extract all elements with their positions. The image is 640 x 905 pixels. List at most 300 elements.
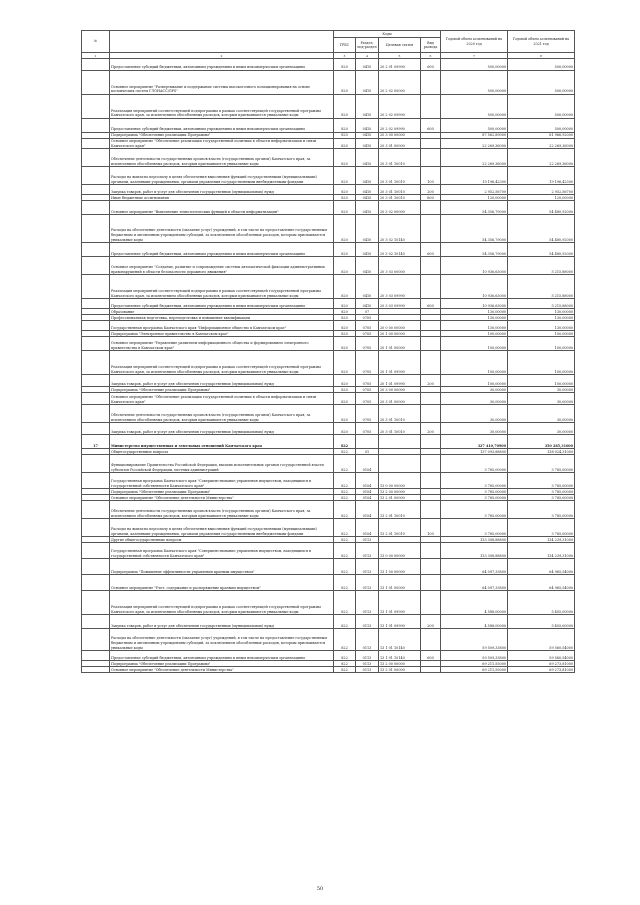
row-number-cell — [82, 455, 110, 473]
row-amount-2020-cell: 30,00000 — [441, 387, 508, 393]
row-amount-2020-cell: 69 211,55000 — [441, 661, 508, 667]
row-amount-2021-cell: 3 785,00000 — [508, 519, 575, 537]
row-number-cell — [82, 629, 110, 651]
row-target-article-cell: 20 3 02 10140 — [379, 215, 421, 243]
row-razdel-cell: 0410 — [356, 167, 379, 185]
row-name-cell: Другие общегосударственные вопросы — [110, 537, 334, 543]
row-name-cell: Закупка товаров, работ и услуг для обеспечения государственных (муниципальных) нужд — [110, 615, 334, 629]
row-grbs-cell: 822 — [334, 575, 356, 591]
row-number-cell — [82, 257, 110, 275]
column-number-5: 5 — [379, 53, 421, 59]
row-expense-type-cell: 600 — [421, 243, 441, 257]
row-name-cell: Подпрограмма "Электронное правительство в Камчатском крае" — [110, 331, 334, 337]
row-target-article-cell: 20 3 03 00000 — [379, 257, 421, 275]
row-amount-2021-cell: 64 965,54000 — [508, 575, 575, 591]
row-amount-2021-cell: 100,00000 — [508, 337, 575, 351]
row-target-article-cell — [379, 455, 421, 473]
table-row — [82, 139, 575, 149]
row-grbs-cell: 820 — [334, 201, 356, 215]
row-name-cell: Предоставление субсидий бюджетным, автономным учреждениям и иным некоммерческим организациям — [110, 243, 334, 257]
row-grbs-cell: 822 — [334, 435, 356, 449]
row-amount-2020-cell: 4 588,00000 — [441, 615, 508, 629]
column-number-2: 2 — [110, 53, 334, 59]
row-expense-type-cell — [421, 455, 441, 473]
row-amount-2020-cell: 130,00000 — [441, 309, 508, 315]
row-amount-2020-cell: 64 097,33800 — [441, 575, 508, 591]
row-amount-2020-cell: 10 936,63000 — [441, 299, 508, 309]
row-razdel-cell: 0113 — [356, 537, 379, 543]
row-amount-2020-cell: 133 308,88800 — [441, 543, 508, 559]
row-amount-2020-cell: 54 356,79000 — [441, 215, 508, 243]
row-grbs-cell: 820 — [334, 95, 356, 119]
row-expense-type-cell — [421, 575, 441, 591]
row-amount-2020-cell: 59 509,33800 — [441, 651, 508, 661]
row-grbs-cell: 820 — [334, 351, 356, 375]
row-expense-type-cell: 800 — [421, 195, 441, 201]
row-amount-2020-cell: 100,00000 — [441, 375, 508, 387]
row-name-cell: Обеспечение деятельности государственных органов власти (государственных органов) Камчатского края, за исключением обособленных расходов, которым присваиваются уникальные коды — [110, 405, 334, 423]
column-number-8: 8 — [508, 53, 575, 59]
row-amount-2020-cell: 87 562,89000 — [441, 133, 508, 139]
row-number-cell — [82, 667, 110, 673]
table-row — [82, 473, 575, 489]
row-target-article-cell: 20 1 01 09990 — [379, 351, 421, 375]
row-razdel-cell: 0113 — [356, 651, 379, 661]
row-amount-2021-cell: 30,00000 — [508, 393, 575, 405]
row-razdel-cell: 0104 — [356, 473, 379, 489]
row-amount-2021-cell: 3 785,00000 — [508, 495, 575, 501]
table-row — [82, 201, 575, 215]
row-amount-2021-cell: 30,00000 — [508, 405, 575, 423]
table-row — [82, 185, 575, 195]
row-amount-2020-cell: 500,00000 — [441, 71, 508, 95]
row-name-cell: Реализация мероприятий соответствующей подпрограммы в рамках соответствующей государственной программы Камчатского края, за исключением обособленных расходов, которым присваиваются уникальные коды — [110, 95, 334, 119]
row-expense-type-cell — [421, 351, 441, 375]
row-amount-2020-cell: 4 588,00000 — [441, 591, 508, 615]
row-expense-type-cell — [421, 139, 441, 149]
row-name-cell: Основное мероприятие "Обеспечение реализации государственной политики в области информатизации и связи Камчатского края" — [110, 393, 334, 405]
row-amount-2020-cell: 69 211,55000 — [441, 667, 508, 673]
row-amount-2021-cell: 30,00000 — [508, 387, 575, 393]
row-expense-type-cell — [421, 501, 441, 519]
table-row — [82, 501, 575, 519]
row-target-article-cell: 13 1 01 10140 — [379, 629, 421, 651]
row-name-cell: Обеспечение деятельности государственных органов власти (государственных органов) Камчатского края, за исключением обособленных расходов, которым присваиваются уникальные коды — [110, 501, 334, 519]
row-razdel-cell: 0705 — [356, 321, 379, 331]
row-grbs-cell: 822 — [334, 449, 356, 455]
row-amount-2021-cell: 54 480,92000 — [508, 201, 575, 215]
row-amount-2021-cell: 130,00000 — [508, 315, 575, 321]
table-row — [82, 337, 575, 351]
header-volume-2021: Годовой объем ассигнований на 2021 год — [508, 31, 575, 53]
row-amount-2021-cell: 100,00000 — [508, 331, 575, 337]
row-amount-2021-cell: 500,00000 — [508, 95, 575, 119]
row-number-cell — [82, 615, 110, 629]
row-amount-2020-cell: 30,00000 — [441, 405, 508, 423]
row-grbs-cell: 820 — [334, 405, 356, 423]
row-grbs-cell: 822 — [334, 489, 356, 495]
row-name-cell: Предоставление субсидий бюджетным, автономным учреждениям и иным некоммерческим организациям — [110, 651, 334, 661]
row-amount-2020-cell: 130,00000 — [441, 315, 508, 321]
row-number-cell — [82, 473, 110, 489]
row-target-article-cell: 20 2 02 00000 — [379, 71, 421, 95]
row-razdel-cell: 0705 — [356, 387, 379, 393]
row-razdel-cell: 0410 — [356, 257, 379, 275]
row-amount-2020-cell: 59 509,33800 — [441, 629, 508, 651]
row-name-cell: Расходы на обеспечение деятельности (оказание услуг) учреждений, в том числе на предоставление государственным бюджетным и автономным учреждениям субсидий, за исключением обособленных расходов, которым присваиваются уникальные коды — [110, 215, 334, 243]
row-target-article-cell: 20 2 02 09990 — [379, 119, 421, 133]
row-razdel-cell: 0410 — [356, 95, 379, 119]
row-name-cell: Функционирование Правительства Российской Федерации, высших исполнительных органов государственной власти субъектов Российской Федерации, местных администраций — [110, 455, 334, 473]
row-amount-2021-cell: 2 952,56700 — [508, 185, 575, 195]
table-body — [82, 59, 575, 673]
row-name-cell: Подпрограмма "Обеспечение реализации Программы" — [110, 661, 334, 667]
row-expense-type-cell: 200 — [421, 375, 441, 387]
row-target-article-cell: 20 3 01 00000 — [379, 393, 421, 405]
row-razdel-cell: 0410 — [356, 133, 379, 139]
table-row — [82, 95, 575, 119]
row-name-cell: Профессиональная подготовка, переподготовка и повышение квалификации — [110, 315, 334, 321]
row-name-cell: Государственная программа Камчатского края "Информационное общество в Камчатском крае" — [110, 321, 334, 331]
row-number-cell — [82, 201, 110, 215]
row-name-cell: Основное мероприятие "Выполнение технологических функций в области информатизации" — [110, 201, 334, 215]
row-expense-type-cell — [421, 405, 441, 423]
row-amount-2021-cell: 59 560,54000 — [508, 651, 575, 661]
column-number-6: 6 — [421, 53, 441, 59]
row-name-cell: Реализация мероприятий соответствующей подпрограммы в рамках соответствующей государственной программы Камчатского края, за исключением обособленных расходов, которым присваиваются уникальные коды — [110, 591, 334, 615]
row-amount-2020-cell: 3 785,00000 — [441, 501, 508, 519]
row-amount-2021-cell: 500,00000 — [508, 71, 575, 95]
row-amount-2021-cell: 69 273,81000 — [508, 667, 575, 673]
table-row — [82, 615, 575, 629]
row-amount-2021-cell: 130,00000 — [508, 321, 575, 331]
row-amount-2021-cell: 54 480,92000 — [508, 243, 575, 257]
row-target-article-cell: 13 1 01 00000 — [379, 575, 421, 591]
row-amount-2021-cell: 5 215,88000 — [508, 257, 575, 275]
row-razdel-cell: 0705 — [356, 351, 379, 375]
row-target-article-cell: 20 3 02 00000 — [379, 201, 421, 215]
row-expense-type-cell — [421, 71, 441, 95]
row-razdel-cell: 0410 — [356, 59, 379, 71]
row-amount-2020-cell: 54 356,79000 — [441, 243, 508, 257]
row-expense-type-cell: 600 — [421, 59, 441, 71]
row-expense-type-cell — [421, 667, 441, 673]
row-grbs-cell: 822 — [334, 537, 356, 543]
row-razdel-cell: 0410 — [356, 149, 379, 167]
header-expense-type: Вид расхода — [421, 38, 441, 53]
row-expense-type-cell: 600 — [421, 119, 441, 133]
row-name-cell: Подпрограмма "Повышение эффективности управления краевым имуществом" — [110, 559, 334, 575]
row-number-cell — [82, 393, 110, 405]
row-name-cell: Расходы на выплаты персоналу в целях обеспечения выполнения функций государственными (муниципальными) органами, казенными учреждениями, органами управления государственными внебюджетными фондами — [110, 519, 334, 537]
row-amount-2021-cell: 19 196,42300 — [508, 167, 575, 185]
row-number-cell — [82, 501, 110, 519]
row-expense-type-cell: 200 — [421, 423, 441, 435]
row-amount-2021-cell: 100,00000 — [508, 351, 575, 375]
row-target-article-cell: 20 3 01 10010 — [379, 149, 421, 167]
budget-table — [81, 30, 575, 673]
row-name-cell: Государственная программа Камчатского края "Совершенствование управления имуществом, находящимся в государственной собственности Камчатского края" — [110, 543, 334, 559]
row-grbs-cell: 822 — [334, 615, 356, 629]
row-amount-2021-cell: 3 785,00000 — [508, 501, 575, 519]
row-grbs-cell: 820 — [334, 275, 356, 299]
row-amount-2021-cell: 22 269,36000 — [508, 139, 575, 149]
row-amount-2021-cell: 3 785,00000 — [508, 489, 575, 495]
header-name — [110, 31, 334, 53]
row-expense-type-cell: 600 — [421, 299, 441, 309]
row-grbs-cell: 820 — [334, 257, 356, 275]
row-grbs-cell: 822 — [334, 629, 356, 651]
row-target-article-cell: 20 1 00 00000 — [379, 331, 421, 337]
column-number-7: 7 — [441, 53, 508, 59]
row-name-cell: Расходы на выплаты персоналу в целях обеспечения выполнения функций государственными (муниципальными) органами, казенными учреждениями, органами управления государственными внебюджетными фондами — [110, 167, 334, 185]
row-amount-2021-cell: 134 239,31000 — [508, 543, 575, 559]
row-razdel-cell: 0705 — [356, 423, 379, 435]
row-grbs-cell: 820 — [334, 167, 356, 185]
row-grbs-cell: 822 — [334, 495, 356, 501]
row-target-article-cell: 20 1 01 09990 — [379, 375, 421, 387]
row-target-article-cell: 20 1 01 00000 — [379, 337, 421, 351]
row-expense-type-cell — [421, 257, 441, 275]
row-target-article-cell: 13 2 00 00000 — [379, 661, 421, 667]
row-razdel-cell: 0410 — [356, 139, 379, 149]
row-expense-type-cell — [421, 435, 441, 449]
row-amount-2021-cell: 500,00000 — [508, 59, 575, 71]
row-name-cell: Иные бюджетные ассигнования — [110, 195, 334, 201]
row-razdel-cell: 0410 — [356, 243, 379, 257]
row-razdel-cell: 0705 — [356, 331, 379, 337]
row-grbs-cell: 822 — [334, 543, 356, 559]
row-razdel-cell — [356, 435, 379, 449]
row-target-article-cell: 20 3 01 10010 — [379, 185, 421, 195]
row-target-article-cell: 20 3 01 10010 — [379, 405, 421, 423]
row-grbs-cell: 820 — [334, 71, 356, 95]
row-expense-type-cell — [421, 629, 441, 651]
row-grbs-cell: 822 — [334, 651, 356, 661]
row-name-cell: Реализация мероприятий соответствующей подпрограммы в рамках соответствующей государственной программы Камчатского края, за исключением обособленных расходов, которым присваиваются уникальные коды — [110, 275, 334, 299]
row-expense-type-cell: 200 — [421, 185, 441, 195]
table-row — [82, 435, 575, 449]
table-row — [82, 257, 575, 275]
row-name-cell: Подпрограмма "Обеспечение реализации Программы" — [110, 489, 334, 495]
row-target-article-cell — [379, 435, 421, 449]
row-number-cell — [82, 423, 110, 435]
row-razdel-cell: 0104 — [356, 455, 379, 473]
row-amount-2021-cell: 5 405,00000 — [508, 615, 575, 629]
table-row — [82, 167, 575, 185]
row-name-cell: Образование — [110, 309, 334, 315]
row-amount-2021-cell: 59 560,54000 — [508, 629, 575, 651]
row-number-cell — [82, 299, 110, 309]
row-name-cell: Закупка товаров, работ и услуг для обеспечения государственных (муниципальных) нужд — [110, 375, 334, 387]
row-razdel-cell: 0113 — [356, 661, 379, 667]
row-amount-2021-cell: 3 785,00000 — [508, 455, 575, 473]
table-row — [82, 667, 575, 673]
table-row — [82, 423, 575, 435]
table-row — [82, 629, 575, 651]
row-number-cell — [82, 119, 110, 133]
header-volume-2020: Годовой объем ассигнований на 2020 год — [441, 31, 508, 53]
row-name-cell: Основное мероприятие "Развертывание и поддержание системы высокоточного позиционирования на основе космических систем ГЛОНАСС/GPS" — [110, 71, 334, 95]
row-target-article-cell: 20 3 02 10140 — [379, 243, 421, 257]
row-razdel-cell: 0113 — [356, 629, 379, 651]
table-row — [82, 351, 575, 375]
row-razdel-cell: 0104 — [356, 501, 379, 519]
row-amount-2021-cell: 500,00000 — [508, 119, 575, 133]
row-razdel-cell: 0113 — [356, 615, 379, 629]
row-grbs-cell: 822 — [334, 591, 356, 615]
row-number-cell — [82, 243, 110, 257]
row-razdel-cell: 0410 — [356, 201, 379, 215]
row-target-article-cell: 13 1 01 10140 — [379, 651, 421, 661]
row-amount-2021-cell: 5 215,88000 — [508, 275, 575, 299]
row-number-cell — [82, 591, 110, 615]
row-target-article-cell: 13 2 00 00000 — [379, 489, 421, 495]
row-amount-2020-cell: 100,00000 — [441, 331, 508, 337]
row-grbs-cell: 822 — [334, 501, 356, 519]
row-amount-2020-cell: 22 269,36000 — [441, 139, 508, 149]
row-razdel-cell: 0410 — [356, 299, 379, 309]
row-expense-type-cell — [421, 201, 441, 215]
row-name-cell: Министерство имущественных и земельных отношений Камчатского края — [110, 435, 334, 449]
row-target-article-cell: 20 3 01 10010 — [379, 423, 421, 435]
row-razdel-cell: 0410 — [356, 119, 379, 133]
row-target-article-cell: 20 3 00 00000 — [379, 133, 421, 139]
row-target-article-cell: 13 0 00 00000 — [379, 473, 421, 489]
row-grbs-cell: 822 — [334, 667, 356, 673]
row-amount-2021-cell: 5 215,88000 — [508, 299, 575, 309]
row-number-cell — [82, 167, 110, 185]
row-expense-type-cell — [421, 393, 441, 405]
row-target-article-cell: 13 2 01 10010 — [379, 501, 421, 519]
row-amount-2020-cell: 3 785,00000 — [441, 489, 508, 495]
row-name-cell: Основное мероприятие "Обеспечение реализации государственной политики в области информатизации и связи Камчатского края" — [110, 139, 334, 149]
row-name-cell: Общегосударственные вопросы — [110, 449, 334, 455]
row-target-article-cell: 20 3 01 00000 — [379, 139, 421, 149]
row-name-cell: Подпрограмма "Обеспечение реализации Программы" — [110, 133, 334, 139]
row-grbs-cell: 822 — [334, 455, 356, 473]
row-name-cell: Предоставление субсидий бюджетным, автономным учреждениям и иным некоммерческим организациям — [110, 59, 334, 71]
row-amount-2020-cell: 137 093,88800 — [441, 449, 508, 455]
row-amount-2020-cell: 2 952,56700 — [441, 185, 508, 195]
row-amount-2021-cell: 120,00000 — [508, 195, 575, 201]
table-row — [82, 321, 575, 331]
row-grbs-cell: 820 — [334, 299, 356, 309]
row-target-article-cell: 13 1 00 00000 — [379, 559, 421, 575]
row-name-cell: Закупка товаров, работ и услуг для обеспечения государственных (муниципальных) нужд — [110, 423, 334, 435]
row-grbs-cell: 822 — [334, 473, 356, 489]
row-name-cell: Закупка товаров, работ и услуг для обеспечения государственных (муниципальных) нужд — [110, 185, 334, 195]
row-expense-type-cell — [421, 275, 441, 299]
table-row — [82, 243, 575, 257]
row-name-cell: Подпрограмма "Обеспечение реализации Программы" — [110, 387, 334, 393]
row-amount-2020-cell: 10 936,63000 — [441, 257, 508, 275]
row-razdel-cell: 01 — [356, 449, 379, 455]
row-name-cell: Расходы на обеспечение деятельности (оказание услуг) учреждений, в том числе на предоставление государственным бюджетным и автономным учреждениям субсидий, за исключением обособленных расходов, которым присваиваются уникальные коды — [110, 629, 334, 651]
row-grbs-cell: 820 — [334, 149, 356, 167]
row-amount-2021-cell: 54 480,92000 — [508, 215, 575, 243]
row-amount-2020-cell: 3 785,00000 — [441, 473, 508, 489]
header-grbs: ГРБС — [334, 38, 356, 53]
row-target-article-cell: 13 2 01 10010 — [379, 519, 421, 537]
row-razdel-cell: 0104 — [356, 489, 379, 495]
row-amount-2021-cell: 22 269,36000 — [508, 149, 575, 167]
row-amount-2021-cell: 30,00000 — [508, 423, 575, 435]
row-expense-type-cell — [421, 95, 441, 119]
row-razdel-cell: 0104 — [356, 519, 379, 537]
row-amount-2021-cell: 69 273,81000 — [508, 661, 575, 667]
row-expense-type-cell: 100 — [421, 519, 441, 537]
row-amount-2020-cell: 100,00000 — [441, 337, 508, 351]
table-row — [82, 275, 575, 299]
row-expense-type-cell: 200 — [421, 615, 441, 629]
row-number-cell — [82, 321, 110, 331]
row-amount-2020-cell: 327 410,70900 — [441, 435, 508, 449]
row-target-article-cell: 20 3 00 00000 — [379, 387, 421, 393]
column-number-4: 4 — [356, 53, 379, 59]
column-number-1: 1 — [82, 53, 110, 59]
row-grbs-cell: 822 — [334, 661, 356, 667]
row-razdel-cell: 0705 — [356, 393, 379, 405]
row-razdel-cell: 0113 — [356, 591, 379, 615]
row-target-article-cell: 13 2 01 00000 — [379, 495, 421, 501]
table-row — [82, 375, 575, 387]
row-amount-2021-cell: 130,00000 — [508, 309, 575, 315]
row-number-cell — [82, 651, 110, 661]
row-grbs-cell: 820 — [334, 243, 356, 257]
row-number-cell — [82, 215, 110, 243]
row-expense-type-cell — [421, 337, 441, 351]
row-grbs-cell: 820 — [334, 315, 356, 321]
row-amount-2020-cell: 500,00000 — [441, 59, 508, 71]
row-expense-type-cell — [421, 149, 441, 167]
row-number-cell — [82, 185, 110, 195]
row-amount-2020-cell: 3 785,00000 — [441, 495, 508, 501]
table-row — [82, 405, 575, 423]
row-expense-type-cell — [421, 543, 441, 559]
table-row — [82, 559, 575, 575]
row-name-cell: Основное мероприятие "Обеспечение деятельности Министерства" — [110, 667, 334, 673]
row-razdel-cell: 0410 — [356, 71, 379, 95]
row-number-cell — [82, 543, 110, 559]
row-name-cell: Основное мероприятие "Обеспечение деятельности Министерства" — [110, 495, 334, 501]
row-name-cell: Государственная программа Камчатского края "Совершенствование управления имуществом, находящимся в государственной собственности Камчатского края" — [110, 473, 334, 489]
row-number-cell — [82, 519, 110, 537]
row-number-cell — [82, 149, 110, 167]
row-grbs-cell: 820 — [334, 59, 356, 71]
header-codes: Коды — [334, 31, 441, 38]
row-amount-2020-cell: 133 308,88800 — [441, 537, 508, 543]
row-grbs-cell: 820 — [334, 387, 356, 393]
row-expense-type-cell: 100 — [421, 167, 441, 185]
row-target-article-cell: 13 0 00 00000 — [379, 543, 421, 559]
row-target-article-cell: 20 3 03 09990 — [379, 299, 421, 309]
page-number: 50 — [316, 886, 324, 892]
row-name-cell: Основное мероприятие "Учет, содержание и распоряжение краевым имуществом" — [110, 575, 334, 591]
row-amount-2020-cell: 130,00000 — [441, 321, 508, 331]
row-razdel-cell: 0104 — [356, 495, 379, 501]
row-grbs-cell: 822 — [334, 519, 356, 537]
row-grbs-cell: 820 — [334, 133, 356, 139]
row-number-cell — [82, 337, 110, 351]
row-expense-type-cell — [421, 321, 441, 331]
row-target-article-cell: 20 2 02 09990 — [379, 95, 421, 119]
row-amount-2021-cell: 64 965,54000 — [508, 559, 575, 575]
row-razdel-cell: 0113 — [356, 667, 379, 673]
table-row — [82, 71, 575, 95]
row-expense-type-cell — [421, 559, 441, 575]
row-amount-2021-cell: 81 966,92000 — [508, 133, 575, 139]
